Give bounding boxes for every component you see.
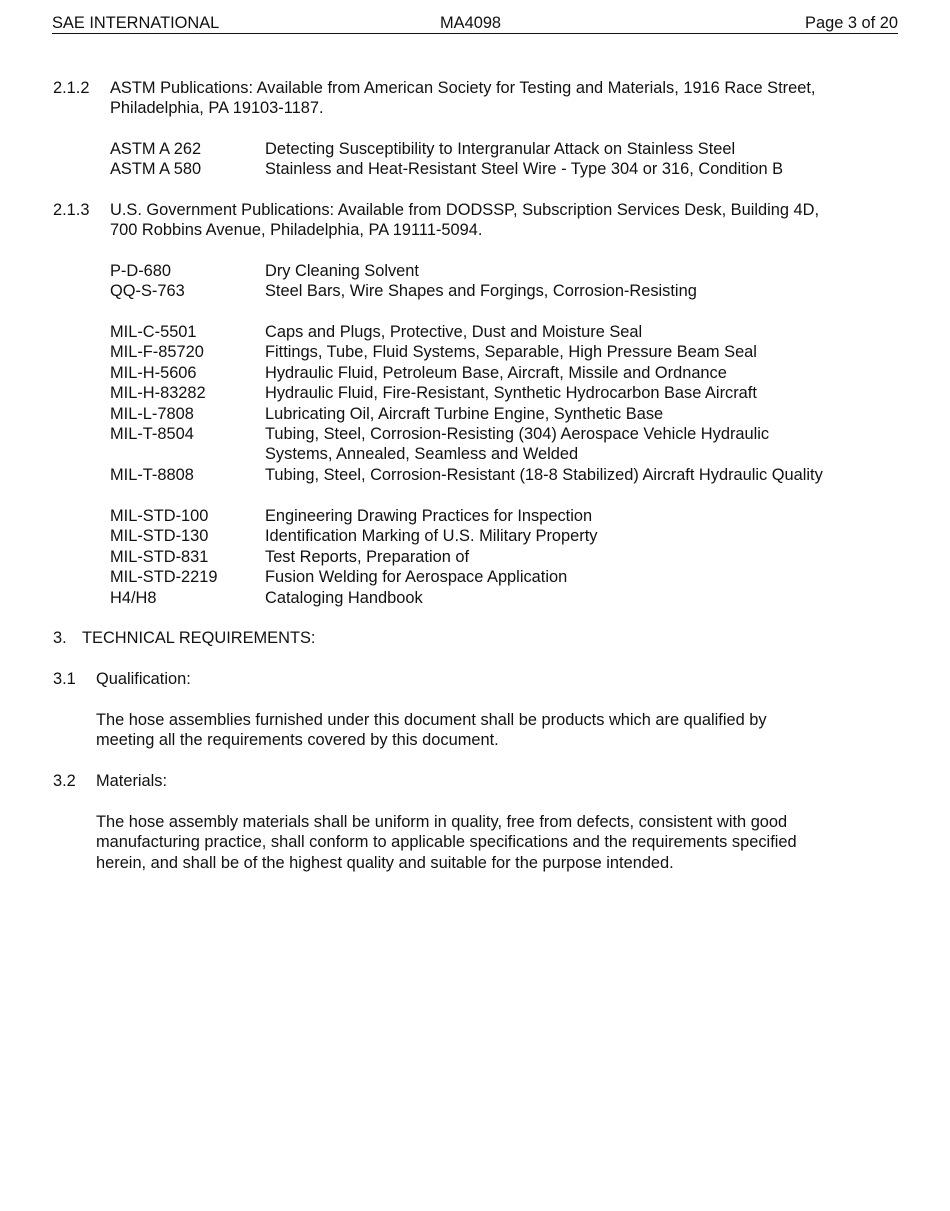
reference-code: ASTM A 262 (110, 140, 202, 158)
reference-row (110, 404, 870, 424)
header-document-number: MA4098 (440, 14, 502, 32)
reference-code: MIL-T-8808 (110, 465, 194, 484)
federal-reference-list (110, 261, 870, 302)
reference-code: MIL-STD-831 (110, 547, 209, 566)
section-3-1-body (96, 710, 906, 751)
paragraph-text: The hose assemblies furnished under this document shall be products which are qualified by meeting all the requirements covered by this document. (96, 711, 767, 750)
reference-row (110, 526, 870, 546)
reference-row (110, 261, 870, 281)
reference-title: Fittings, Tube, Fluid Systems, Separable, High Pressure Beam Seal (265, 343, 757, 362)
reference-code: ASTM A 580 (110, 160, 202, 179)
reference-title: Tubing, Steel, Corrosion-Resistant (18-8 Stabilized) Aircraft Hydraulic Quality (265, 465, 823, 484)
reference-title: Steel Bars, Wire Shapes and Forgings, Corrosion-Resisting (265, 282, 697, 301)
reference-code: MIL-STD-2219 (110, 568, 218, 587)
reference-title: Stainless and Heat-Resistant Steel Wire - Type 304 or 316, Condition B (265, 160, 784, 179)
section-number: 2.1.3 (53, 201, 90, 219)
reference-row (110, 342, 870, 362)
astm-reference-list (110, 139, 870, 180)
reference-code: MIL-C-5501 (110, 323, 197, 341)
reference-row (110, 363, 870, 383)
section-3 (53, 628, 863, 648)
reference-row (110, 139, 870, 159)
section-2-1-3 (53, 200, 863, 241)
reference-row (110, 506, 870, 526)
reference-title: Caps and Plugs, Protective, Dust and Moisture Seal (265, 323, 643, 341)
section-heading: Materials: (96, 772, 168, 790)
reference-title: Hydraulic Fluid, Fire-Resistant, Synthetic Hydrocarbon Base Aircraft (265, 384, 757, 403)
reference-code: QQ-S-763 (110, 282, 185, 301)
section-3-2 (53, 771, 863, 791)
reference-title: Identification Marking of U.S. Military Property (265, 527, 598, 546)
header-page-number: Page 3 of 20 (805, 14, 898, 32)
section-3-1 (53, 669, 863, 689)
reference-row (110, 159, 870, 179)
section-heading: Qualification: (96, 670, 191, 688)
section-number: 3. (53, 629, 67, 647)
reference-row (110, 383, 870, 403)
reference-row (110, 567, 870, 587)
reference-code: H4/H8 (110, 588, 157, 607)
header-organization: SAE INTERNATIONAL (52, 14, 220, 32)
reference-row (110, 588, 870, 608)
reference-title: Hydraulic Fluid, Petroleum Base, Aircraft, Missile and Ordnance (265, 363, 727, 382)
reference-row (110, 547, 870, 567)
reference-title: Cataloging Handbook (265, 588, 423, 607)
reference-row (110, 281, 870, 301)
paragraph-text: The hose assembly materials shall be uniform in quality, free from defects, consistent with good manufacturing practice, shall conform to applicable specifications and the requirements specified herein, and shall be of the highest quality and suitable for the purpose intended. (96, 813, 797, 872)
reference-code: MIL-H-5606 (110, 363, 197, 382)
military-spec-reference-list (110, 322, 870, 485)
section-heading: TECHNICAL REQUIREMENTS: (82, 629, 316, 647)
page-header (52, 13, 898, 34)
reference-title: Fusion Welding for Aerospace Application (265, 568, 568, 587)
reference-title: Engineering Drawing Practices for Inspection (265, 507, 593, 525)
military-standard-reference-list (110, 506, 870, 608)
section-2-1-2 (53, 78, 863, 119)
section-text: U.S. Government Publications: Available from DODSSP, Subscription Services Desk, Building 4D, 700 Robbins Avenue, Philadelphia, PA 19111-5094. (110, 201, 820, 240)
section-number: 2.1.2 (53, 79, 90, 97)
section-number: 3.2 (53, 772, 76, 790)
section-3-2-body (96, 812, 906, 873)
reference-code: MIL-F-85720 (110, 343, 204, 362)
reference-code: MIL-STD-130 (110, 527, 209, 546)
reference-code: P-D-680 (110, 262, 172, 280)
reference-row (110, 465, 870, 485)
reference-title: Test Reports, Preparation of (265, 547, 470, 566)
reference-title: Detecting Susceptibility to Intergranular Attack on Stainless Steel (265, 140, 736, 158)
section-text: ASTM Publications: Available from American Society for Testing and Materials, 1916 Race Street, Philadelphia, PA 19103-1187. (110, 79, 816, 118)
section-number: 3.1 (53, 670, 76, 688)
reference-title: Lubricating Oil, Aircraft Turbine Engine, Synthetic Base (265, 404, 664, 423)
reference-code: MIL-STD-100 (110, 507, 209, 525)
reference-row (110, 424, 870, 465)
reference-code: MIL-T-8504 (110, 425, 194, 444)
reference-row (110, 322, 870, 342)
reference-code: MIL-H-83282 (110, 384, 206, 403)
reference-code: MIL-L-7808 (110, 404, 194, 423)
reference-title: Dry Cleaning Solvent (265, 262, 419, 280)
reference-title: Tubing, Steel, Corrosion-Resisting (304) Aerospace Vehicle Hydraulic Systems, Annealed, Seamless and Welded (265, 425, 770, 464)
